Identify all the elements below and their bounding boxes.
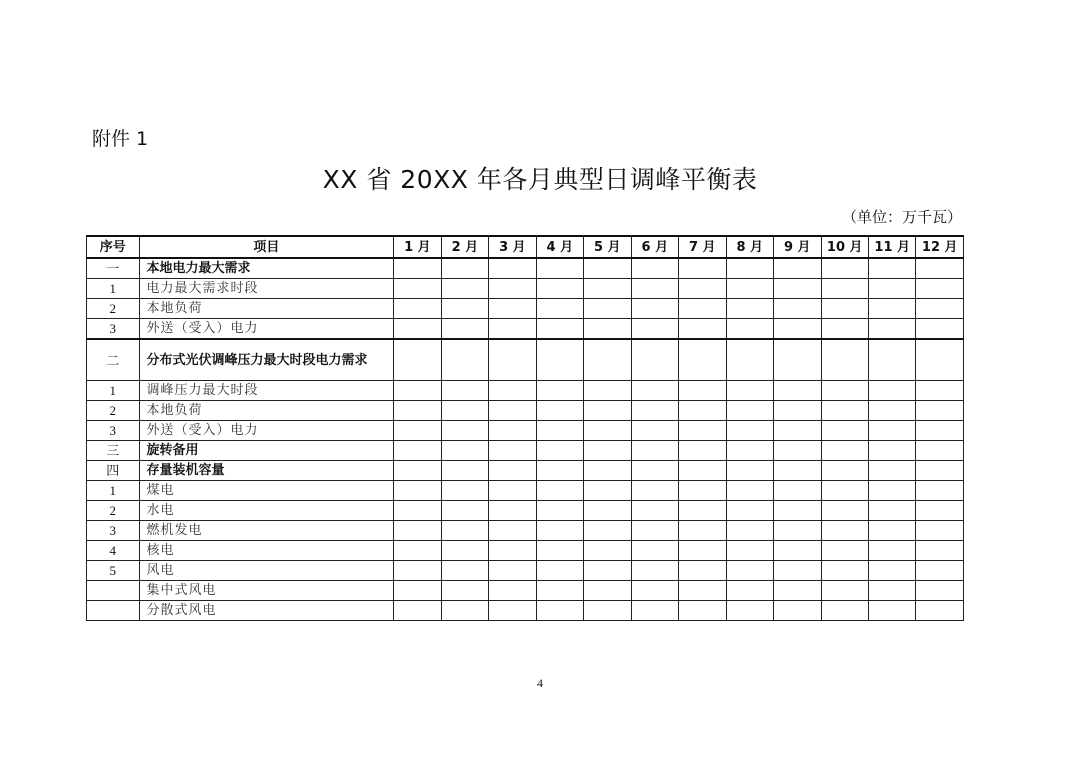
header-month: 12 月 <box>916 236 964 258</box>
month-value-cell <box>584 401 631 421</box>
month-value-cell <box>489 481 536 501</box>
month-value-cell <box>631 258 678 279</box>
month-value-cell <box>536 561 583 581</box>
month-value-cell <box>726 441 773 461</box>
month-value-cell <box>489 441 536 461</box>
month-value-cell <box>441 441 488 461</box>
month-value-cell <box>679 441 726 461</box>
month-value-cell <box>441 481 488 501</box>
month-value-cell <box>631 421 678 441</box>
month-value-cell <box>631 561 678 581</box>
month-value-cell <box>774 401 821 421</box>
month-value-cell <box>726 541 773 561</box>
month-value-cell <box>631 401 678 421</box>
month-value-cell <box>821 401 868 421</box>
month-value-cell <box>631 601 678 621</box>
month-value-cell <box>868 339 915 381</box>
month-value-cell <box>489 561 536 581</box>
month-value-cell <box>394 581 441 601</box>
month-value-cell <box>394 521 441 541</box>
month-value-cell <box>726 501 773 521</box>
row-item: 燃机发电 <box>139 521 394 541</box>
month-value-cell <box>489 461 536 481</box>
row-item: 外送（受入）电力 <box>139 319 394 340</box>
row-item: 水电 <box>139 501 394 521</box>
header-month: 3 月 <box>489 236 536 258</box>
month-value-cell <box>394 481 441 501</box>
month-value-cell <box>726 401 773 421</box>
row-number: 3 <box>87 521 140 541</box>
month-value-cell <box>679 339 726 381</box>
month-value-cell <box>774 541 821 561</box>
month-value-cell <box>868 601 915 621</box>
row-number: 二 <box>87 339 140 381</box>
month-value-cell <box>679 279 726 299</box>
month-value-cell <box>726 481 773 501</box>
month-value-cell <box>489 541 536 561</box>
month-value-cell <box>679 258 726 279</box>
table-row <box>87 461 964 481</box>
header-no: 序号 <box>87 236 140 258</box>
month-value-cell <box>631 441 678 461</box>
row-number: 1 <box>87 381 140 401</box>
month-value-cell <box>489 601 536 621</box>
month-value-cell <box>726 381 773 401</box>
month-value-cell <box>536 461 583 481</box>
row-number <box>87 601 140 621</box>
row-number: 3 <box>87 421 140 441</box>
month-value-cell <box>916 461 964 481</box>
table-row <box>87 441 964 461</box>
month-value-cell <box>441 581 488 601</box>
month-value-cell <box>489 421 536 441</box>
month-value-cell <box>536 319 583 340</box>
month-value-cell <box>868 581 915 601</box>
month-value-cell <box>774 258 821 279</box>
table-header-row <box>87 236 964 258</box>
header-month: 7 月 <box>679 236 726 258</box>
month-value-cell <box>868 441 915 461</box>
month-value-cell <box>631 541 678 561</box>
month-value-cell <box>774 319 821 340</box>
month-value-cell <box>868 521 915 541</box>
month-value-cell <box>489 339 536 381</box>
month-value-cell <box>489 581 536 601</box>
row-number: 1 <box>87 481 140 501</box>
row-item: 本地负荷 <box>139 401 394 421</box>
month-value-cell <box>584 561 631 581</box>
month-value-cell <box>441 381 488 401</box>
month-value-cell <box>441 501 488 521</box>
month-value-cell <box>868 481 915 501</box>
month-value-cell <box>868 561 915 581</box>
month-value-cell <box>774 521 821 541</box>
month-value-cell <box>536 501 583 521</box>
month-value-cell <box>821 381 868 401</box>
month-value-cell <box>631 299 678 319</box>
month-value-cell <box>489 299 536 319</box>
month-value-cell <box>726 461 773 481</box>
month-value-cell <box>821 421 868 441</box>
month-value-cell <box>584 441 631 461</box>
month-value-cell <box>584 501 631 521</box>
month-value-cell <box>536 601 583 621</box>
month-value-cell <box>394 279 441 299</box>
month-value-cell <box>868 381 915 401</box>
month-value-cell <box>584 381 631 401</box>
month-value-cell <box>679 501 726 521</box>
row-item: 分散式风电 <box>139 601 394 621</box>
month-value-cell <box>679 601 726 621</box>
month-value-cell <box>679 481 726 501</box>
row-item: 分布式光伏调峰压力最大时段电力需求 <box>139 339 394 381</box>
month-value-cell <box>916 421 964 441</box>
month-value-cell <box>916 601 964 621</box>
table-row <box>87 339 964 381</box>
row-number: 2 <box>87 299 140 319</box>
header-month: 1 月 <box>394 236 441 258</box>
month-value-cell <box>916 481 964 501</box>
month-value-cell <box>726 279 773 299</box>
row-number: 一 <box>87 258 140 279</box>
month-value-cell <box>726 299 773 319</box>
month-value-cell <box>631 381 678 401</box>
month-value-cell <box>774 581 821 601</box>
month-value-cell <box>726 319 773 340</box>
row-number: 4 <box>87 541 140 561</box>
table-row <box>87 319 964 340</box>
month-value-cell <box>536 299 583 319</box>
month-value-cell <box>916 441 964 461</box>
table-row <box>87 521 964 541</box>
table-row <box>87 381 964 401</box>
table-row <box>87 481 964 501</box>
month-value-cell <box>394 501 441 521</box>
month-value-cell <box>916 541 964 561</box>
table-row <box>87 561 964 581</box>
header-month: 10 月 <box>821 236 868 258</box>
month-value-cell <box>868 299 915 319</box>
row-item: 存量装机容量 <box>139 461 394 481</box>
row-number: 2 <box>87 501 140 521</box>
month-value-cell <box>774 381 821 401</box>
month-value-cell <box>774 279 821 299</box>
header-month: 4 月 <box>536 236 583 258</box>
month-value-cell <box>536 481 583 501</box>
month-value-cell <box>821 279 868 299</box>
month-value-cell <box>726 258 773 279</box>
row-number: 3 <box>87 319 140 340</box>
row-number: 四 <box>87 461 140 481</box>
month-value-cell <box>394 561 441 581</box>
month-value-cell <box>774 299 821 319</box>
month-value-cell <box>726 581 773 601</box>
unit-note: （单位：万千瓦） <box>841 208 962 226</box>
month-value-cell <box>679 541 726 561</box>
table-row <box>87 581 964 601</box>
table-row <box>87 541 964 561</box>
month-value-cell <box>679 401 726 421</box>
month-value-cell <box>916 401 964 421</box>
row-item: 风电 <box>139 561 394 581</box>
row-item: 电力最大需求时段 <box>139 279 394 299</box>
month-value-cell <box>774 601 821 621</box>
month-value-cell <box>916 258 964 279</box>
month-value-cell <box>821 521 868 541</box>
month-value-cell <box>536 441 583 461</box>
month-value-cell <box>774 339 821 381</box>
row-item: 本地负荷 <box>139 299 394 319</box>
month-value-cell <box>679 461 726 481</box>
header-month: 9 月 <box>774 236 821 258</box>
month-value-cell <box>631 581 678 601</box>
month-value-cell <box>536 279 583 299</box>
month-value-cell <box>394 601 441 621</box>
table-row <box>87 258 964 279</box>
month-value-cell <box>489 381 536 401</box>
month-value-cell <box>726 601 773 621</box>
row-number <box>87 581 140 601</box>
row-item: 本地电力最大需求 <box>139 258 394 279</box>
month-value-cell <box>441 258 488 279</box>
month-value-cell <box>916 319 964 340</box>
page-number: 4 <box>537 676 543 690</box>
month-value-cell <box>441 299 488 319</box>
month-value-cell <box>868 541 915 561</box>
month-value-cell <box>489 258 536 279</box>
month-value-cell <box>821 501 868 521</box>
month-value-cell <box>821 461 868 481</box>
month-value-cell <box>441 561 488 581</box>
month-value-cell <box>536 258 583 279</box>
month-value-cell <box>394 299 441 319</box>
month-value-cell <box>584 541 631 561</box>
row-number: 三 <box>87 441 140 461</box>
table-row <box>87 401 964 421</box>
month-value-cell <box>489 501 536 521</box>
month-value-cell <box>441 319 488 340</box>
month-value-cell <box>441 339 488 381</box>
month-value-cell <box>631 481 678 501</box>
month-value-cell <box>868 279 915 299</box>
month-value-cell <box>441 461 488 481</box>
month-value-cell <box>679 581 726 601</box>
month-value-cell <box>821 339 868 381</box>
month-value-cell <box>631 521 678 541</box>
month-value-cell <box>441 401 488 421</box>
month-value-cell <box>489 279 536 299</box>
row-item: 核电 <box>139 541 394 561</box>
month-value-cell <box>726 521 773 541</box>
month-value-cell <box>726 561 773 581</box>
header-item: 项目 <box>139 236 394 258</box>
month-value-cell <box>916 581 964 601</box>
month-value-cell <box>821 561 868 581</box>
month-value-cell <box>536 421 583 441</box>
month-value-cell <box>631 279 678 299</box>
month-value-cell <box>584 461 631 481</box>
month-value-cell <box>584 279 631 299</box>
month-value-cell <box>441 601 488 621</box>
attachment-label: 附件 1 <box>92 128 149 150</box>
month-value-cell <box>631 319 678 340</box>
header-month: 2 月 <box>441 236 488 258</box>
row-number: 2 <box>87 401 140 421</box>
month-value-cell <box>489 401 536 421</box>
document-title: XX 省 20XX 年各月典型日调峰平衡表 <box>322 165 758 194</box>
month-value-cell <box>584 319 631 340</box>
row-item: 集中式风电 <box>139 581 394 601</box>
row-number: 1 <box>87 279 140 299</box>
month-value-cell <box>868 421 915 441</box>
month-value-cell <box>868 319 915 340</box>
month-value-cell <box>631 339 678 381</box>
month-value-cell <box>821 581 868 601</box>
month-value-cell <box>916 339 964 381</box>
header-month: 6 月 <box>631 236 678 258</box>
month-value-cell <box>821 601 868 621</box>
month-value-cell <box>868 461 915 481</box>
month-value-cell <box>916 299 964 319</box>
month-value-cell <box>441 421 488 441</box>
month-value-cell <box>916 381 964 401</box>
month-value-cell <box>489 521 536 541</box>
month-value-cell <box>394 339 441 381</box>
table-body <box>87 258 964 621</box>
month-value-cell <box>584 339 631 381</box>
month-value-cell <box>536 541 583 561</box>
month-value-cell <box>679 319 726 340</box>
month-value-cell <box>441 279 488 299</box>
month-value-cell <box>679 561 726 581</box>
table-row <box>87 421 964 441</box>
month-value-cell <box>584 299 631 319</box>
month-value-cell <box>916 501 964 521</box>
month-value-cell <box>489 319 536 340</box>
month-value-cell <box>441 541 488 561</box>
month-value-cell <box>774 441 821 461</box>
row-item: 煤电 <box>139 481 394 501</box>
month-value-cell <box>536 381 583 401</box>
month-value-cell <box>679 521 726 541</box>
month-value-cell <box>536 339 583 381</box>
month-value-cell <box>916 279 964 299</box>
month-value-cell <box>821 541 868 561</box>
month-value-cell <box>868 501 915 521</box>
month-value-cell <box>536 581 583 601</box>
month-value-cell <box>726 421 773 441</box>
month-value-cell <box>774 561 821 581</box>
month-value-cell <box>916 561 964 581</box>
month-value-cell <box>821 319 868 340</box>
row-number: 5 <box>87 561 140 581</box>
table-row <box>87 501 964 521</box>
month-value-cell <box>394 421 441 441</box>
row-item: 调峰压力最大时段 <box>139 381 394 401</box>
month-value-cell <box>868 258 915 279</box>
month-value-cell <box>584 258 631 279</box>
header-month: 11 月 <box>868 236 915 258</box>
month-value-cell <box>679 299 726 319</box>
row-item: 旋转备用 <box>139 441 394 461</box>
table-row <box>87 601 964 621</box>
month-value-cell <box>394 381 441 401</box>
month-value-cell <box>821 481 868 501</box>
table-row <box>87 299 964 319</box>
header-month: 5 月 <box>584 236 631 258</box>
month-value-cell <box>584 521 631 541</box>
month-value-cell <box>679 381 726 401</box>
month-value-cell <box>394 541 441 561</box>
header-month: 8 月 <box>726 236 773 258</box>
month-value-cell <box>584 581 631 601</box>
month-value-cell <box>679 421 726 441</box>
month-value-cell <box>774 481 821 501</box>
month-value-cell <box>726 339 773 381</box>
month-value-cell <box>631 501 678 521</box>
peak-balance-table <box>86 235 964 621</box>
month-value-cell <box>584 601 631 621</box>
month-value-cell <box>916 521 964 541</box>
month-value-cell <box>774 421 821 441</box>
month-value-cell <box>821 299 868 319</box>
table-row <box>87 279 964 299</box>
month-value-cell <box>536 401 583 421</box>
month-value-cell <box>394 461 441 481</box>
month-value-cell <box>584 481 631 501</box>
month-value-cell <box>394 319 441 340</box>
month-value-cell <box>631 461 678 481</box>
month-value-cell <box>441 521 488 541</box>
month-value-cell <box>394 258 441 279</box>
month-value-cell <box>821 441 868 461</box>
month-value-cell <box>868 401 915 421</box>
month-value-cell <box>394 401 441 421</box>
month-value-cell <box>394 441 441 461</box>
month-value-cell <box>774 501 821 521</box>
month-value-cell <box>536 521 583 541</box>
row-item: 外送（受入）电力 <box>139 421 394 441</box>
month-value-cell <box>584 421 631 441</box>
month-value-cell <box>774 461 821 481</box>
month-value-cell <box>821 258 868 279</box>
